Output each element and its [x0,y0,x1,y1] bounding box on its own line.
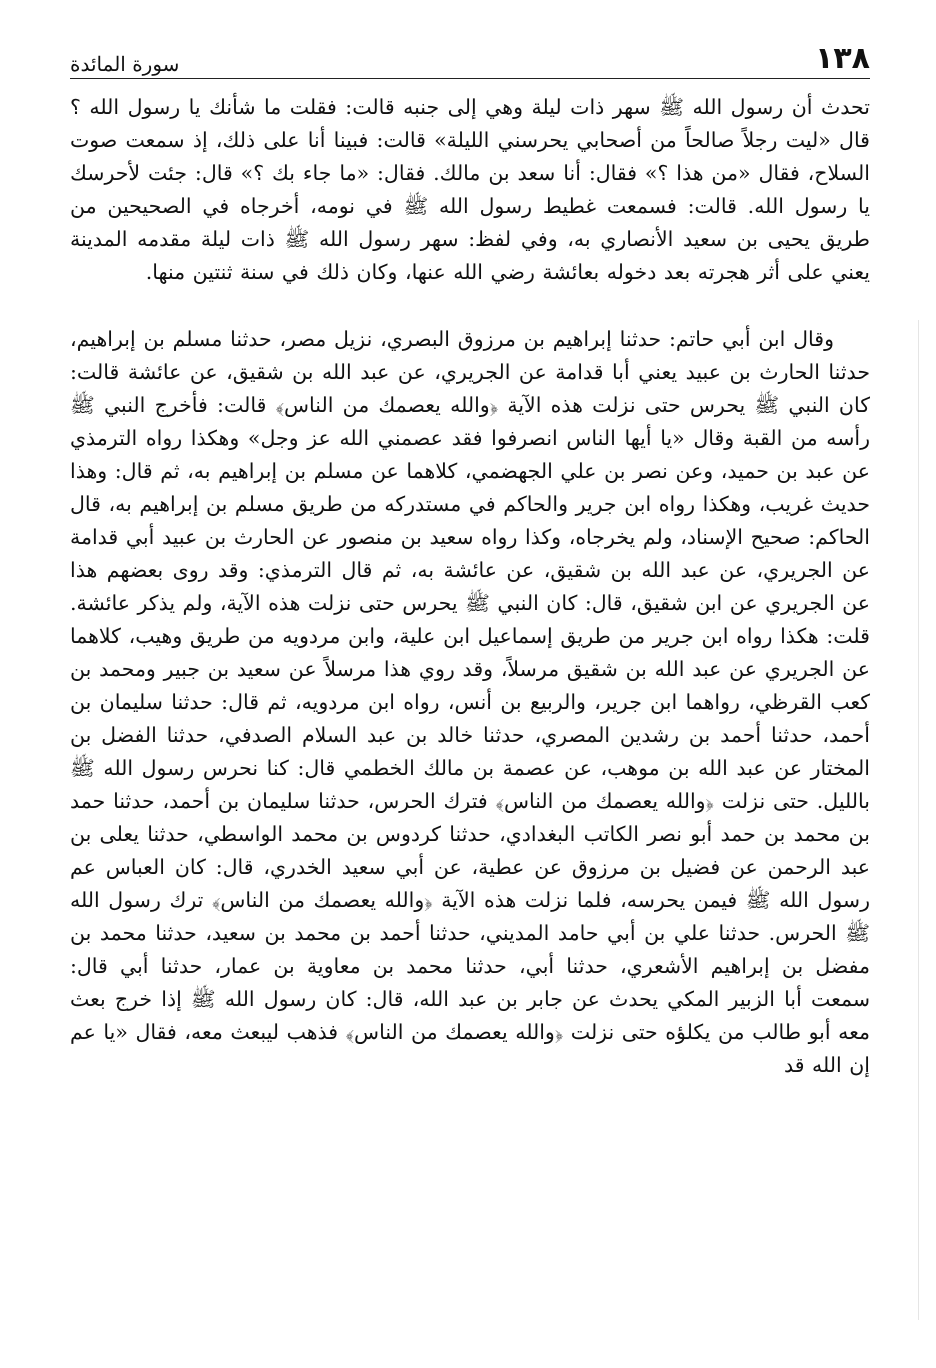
page-number: ١٣٨ [815,41,870,76]
scan-margin-line [918,320,919,1320]
paragraph-1: تحدث أن رسول الله ﷺ سهر ذات ليلة وهي إلى جنبه قالت: فقلت ما شأنك يا رسول الله ؟ قال «ليت رجلاً صالحاً من أصحابي يحرسني الليلة» قالت: فبينا أنا على ذلك، إذ سمعت صوت السلاح، فقال «من هذا ؟» فقال: أنا سعد بن مالك. فقال: «ما جاء بك ؟» قال: جئت لأحرسك يا رسول الله. قالت: فسمعت غطيط رسول الله ﷺ في نومه، أخرجاه في الصحيحين من طريق يحيى بن سعيد الأنصاري به، وفي لفظ: سهر رسول الله ﷺ ذات ليلة مقدمه المدينة يعني على أثر هجرته بعد دخوله بعائشة رضي الله عنها، وكان ذلك في سنة ثنتين منها. [70,95,870,284]
surah-title: سورة المائدة [70,52,180,76]
book-page [70,34,870,1354]
paragraph-2: وقال ابن أبي حاتم: حدثنا إبراهيم بن مرزوق البصري، نزيل مصر، حدثنا مسلم بن إبراهيم، حدثنا الحارث بن عبيد يعني أبا قدامة عن الجريري، عن عبد الله بن شقيق، عن عائشة قالت: كان النبي ﷺ يحرس حتى نزلت هذه الآية ﴿والله يعصمك من الناس﴾ قالت: فأخرج النبي ﷺ رأسه من القبة وقال «يا أيها الناس انصرفوا فقد عصمني الله عز وجل» وهكذا رواه الترمذي عن عبد بن حميد، وعن نصر بن علي الجهضمي، كلاهما عن مسلم بن إبراهيم به، ثم قال: وهذا حديث غريب، وهكذا رواه ابن جرير والحاكم في مستدركه من طريق مسلم بن إبراهيم به، قال الحاكم: صحيح الإسناد، ولم يخرجاه، وكذا رواه سعيد بن منصور عن الحارث بن عبيد أبي قدامة عن الجريري، عن عبد الله بن شقيق، عن عائشة به، ثم قال الترمذي: وقد روى بعضهم هذا عن الجريري عن ابن شقيق، قال: كان النبي ﷺ يحرس حتى نزلت هذه الآية، ولم يذكر عائشة. قلت: هكذا رواه ابن جرير من طريق إسماعيل ابن علية، وابن مردويه من طريق وهيب، كلاهما عن الجريري عن عبد الله بن شقيق مرسلاً، وقد روي هذا مرسلاً عن سعيد بن جبير ومحمد بن كعب القرظي، رواهما ابن جرير، والربيع بن أنس، رواه ابن مردويه، ثم قال: حدثنا سليمان بن أحمد، حدثنا أحمد بن رشدين المصري، حدثنا خالد بن عبد السلام الصدفي، حدثنا الفضل بن المختار عن عبد الله بن موهب، عن عصمة بن مالك الخطمي قال: كنا نحرس رسول الله ﷺ بالليل. حتى نزلت ﴿والله يعصمك من الناس﴾ فترك الحرس، حدثنا سليمان بن أحمد، حدثنا حمد بن محمد بن حمد أبو نصر الكاتب البغدادي، حدثنا كردوس بن محمد الواسطي، حدثنا يعلى بن عبد الرحمن عن فضيل بن مرزوق عن عطية، عن أبي سعيد الخدري، قال: كان العباس عم رسول الله ﷺ فيمن يحرسه، فلما نزلت هذه الآية ﴿والله يعصمك من الناس﴾ ترك رسول الله ﷺ الحرس. حدثنا علي بن أبي حامد المديني، حدثنا أحمد بن محمد بن سعيد، حدثنا محمد بن مفضل بن إبراهيم الأشعري، حدثنا أبي، حدثنا محمد بن معاوية بن عمار، حدثنا أبي قال: سمعت أبا الزبير المكي يحدث عن جابر بن عبد الله، قال: كان رسول الله ﷺ إذا خرج بعث معه أبو طالب من يكلؤه حتى نزلت ﴿والله يعصمك من الناس﴾ فذهب ليبعث معه، فقال «يا عم إن الله قد [70,327,870,1077]
page-header [70,34,870,79]
